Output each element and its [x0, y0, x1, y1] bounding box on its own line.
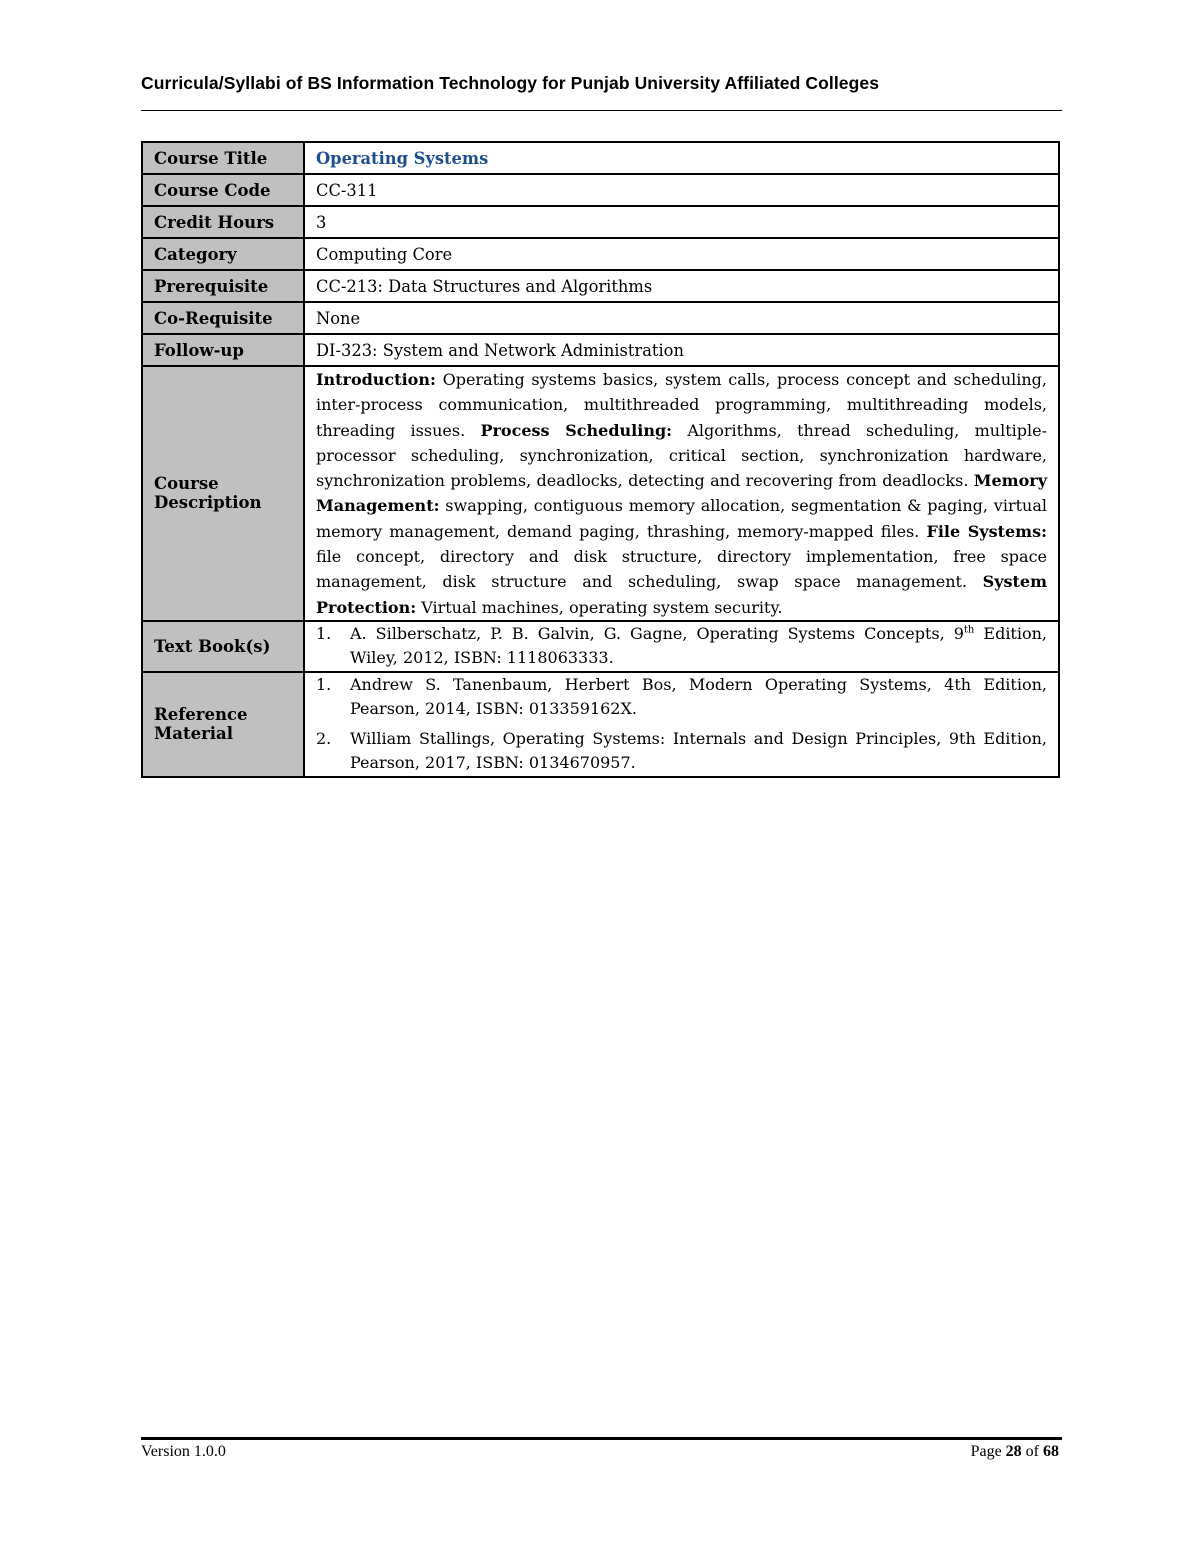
header-divider	[141, 110, 1062, 111]
reference-citation: Andrew S. Tanenbaum, Herbert Bos, Modern Operating Systems, 4th Edition, Pearson, 2014, ISBN: 013359162X.	[350, 674, 1047, 719]
course-title-value: Operating Systems	[304, 142, 1059, 174]
table-row	[142, 302, 1059, 334]
course-description-label: Course Description	[142, 366, 304, 621]
page-current: 28	[1005, 1443, 1022, 1460]
description-heading: Memory Management:	[316, 471, 1047, 516]
book-citation-rest: Edition, Wiley, 2012, ISBN: 1118063333.	[350, 623, 1048, 668]
credit-hours-value: 3	[304, 206, 1059, 238]
reference-list	[316, 673, 1047, 776]
reference-citation: William Stallings, Operating Systems: Internals and Design Principles, 9th Edition, Pearson, 2017, ISBN: 0134670957.	[350, 728, 1047, 773]
table-row	[142, 334, 1059, 366]
course-code-value: CC-311	[304, 174, 1059, 206]
text-books-value	[304, 621, 1059, 672]
footer-divider	[141, 1437, 1062, 1440]
page-prefix: Page	[970, 1443, 1006, 1460]
list-number: 1.	[316, 623, 332, 643]
reference-material-label: Reference Material	[142, 672, 304, 777]
text-books-label: Text Book(s)	[142, 621, 304, 672]
course-code-label: Course Code	[142, 174, 304, 206]
text-books-list	[316, 622, 1047, 671]
table-row	[142, 142, 1059, 174]
description-heading: File Systems:	[926, 521, 1047, 541]
table-row	[142, 174, 1059, 206]
description-text: Operating systems basics, system calls, process concept and scheduling, inter-process communication, multithreaded programming, multithreading models, threading issues.	[316, 370, 1047, 440]
credit-hours-label: Credit Hours	[142, 206, 304, 238]
table-row	[142, 270, 1059, 302]
table-row	[142, 238, 1059, 270]
description-text: file concept, directory and disk structure, directory implementation, free space management, disk structure and scheduling, swap space management.	[316, 547, 1047, 592]
list-number: 2.	[316, 728, 332, 748]
description-text: Algorithms, thread scheduling, multiple-processor scheduling, synchronization, critical section, synchronization hardware, synchronization problems, deadlocks, detecting and recovering from deadlocks.	[316, 420, 1048, 491]
description-heading: System Protection:	[316, 572, 1047, 617]
description-heading: Introduction:	[316, 370, 436, 389]
version-label: Version 1.0.0	[141, 1443, 226, 1460]
list-item	[316, 673, 1047, 722]
page-of: of	[1021, 1443, 1043, 1460]
reference-material-value	[304, 672, 1059, 777]
category-value: Computing Core	[304, 238, 1059, 270]
list-item	[316, 727, 1047, 776]
prerequisite-label: Prerequisite	[142, 270, 304, 302]
table-row	[142, 206, 1059, 238]
description-heading: Process Scheduling:	[480, 420, 673, 440]
description-text: swapping, contiguous memory allocation, segmentation & paging, virtual memory management, demand paging, thrashing, memory-mapped files.	[316, 496, 1047, 541]
list-number: 1.	[316, 674, 332, 694]
co-requisite-value: None	[304, 302, 1059, 334]
table-row	[142, 621, 1059, 672]
page-number	[971, 1443, 1059, 1461]
table-row	[142, 672, 1059, 777]
document-header-title: Curricula/Syllabi of BS Information Technology for Punjab University Affiliated Colleges	[141, 73, 880, 93]
course-description-value	[304, 366, 1059, 621]
page-total: 68	[1043, 1443, 1059, 1460]
ordinal-suffix: th	[963, 624, 975, 636]
prerequisite-value: CC-213: Data Structures and Algorithms	[304, 270, 1059, 302]
course-table	[141, 141, 1060, 778]
co-requisite-label: Co-Requisite	[142, 302, 304, 334]
category-label: Category	[142, 238, 304, 270]
list-item	[316, 622, 1047, 671]
course-title-label: Course Title	[142, 142, 304, 174]
book-citation: A. Silberschatz, P. B. Galvin, G. Gagne, Operating Systems Concepts, 9	[350, 623, 964, 643]
description-text: Virtual machines, operating system security.	[416, 597, 783, 617]
table-row	[142, 366, 1059, 621]
follow-up-label: Follow-up	[142, 334, 304, 366]
follow-up-value: DI-323: System and Network Administration	[304, 334, 1059, 366]
